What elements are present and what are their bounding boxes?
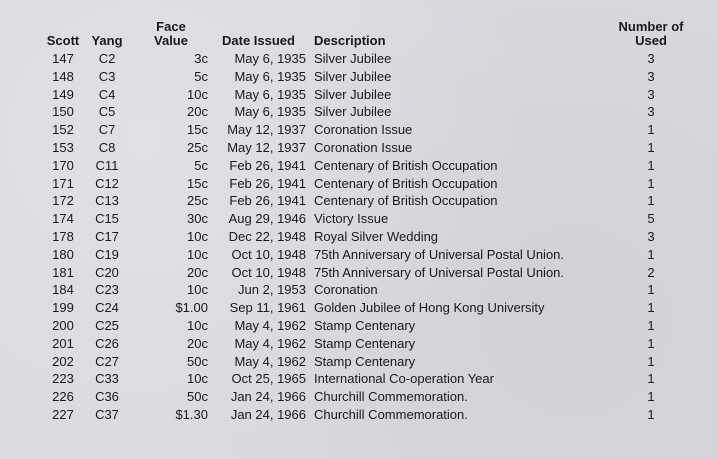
cell-scott: 223 <box>52 371 74 387</box>
cell-face-value: 10c <box>187 246 208 262</box>
table-row <box>40 175 690 193</box>
cell-date-issued: Jan 24, 1966 <box>230 389 306 405</box>
cell-date-issued: Jan 24, 1966 <box>230 406 306 422</box>
table-row <box>40 68 690 86</box>
cell-yang: C20 <box>95 264 119 280</box>
cell-scott: 180 <box>52 246 74 262</box>
cell-description: Silver Jubilee <box>314 51 392 66</box>
cell-yang: C26 <box>95 335 119 351</box>
table-row <box>40 228 690 246</box>
cell-scott: 202 <box>52 353 74 369</box>
cell-scott: 171 <box>52 175 74 191</box>
cell-number-used: 1 <box>647 122 655 138</box>
header-date-label: Date Issued <box>222 33 295 48</box>
cell-yang: C13 <box>95 193 119 209</box>
table-row <box>40 406 690 424</box>
cell-number-used: 1 <box>647 139 655 155</box>
cell-description: Stamp Centenary <box>314 335 416 351</box>
table-row <box>40 281 690 299</box>
cell-date-issued: Feb 26, 1941 <box>229 157 306 173</box>
cell-description: Stamp Centenary <box>314 353 416 369</box>
cell-yang: C24 <box>95 300 119 316</box>
cell-number-used: 1 <box>647 193 655 209</box>
cell-scott: 200 <box>52 317 74 333</box>
cell-scott: 153 <box>52 139 74 155</box>
cell-scott: 226 <box>52 389 74 405</box>
cell-yang: C37 <box>95 406 119 422</box>
cell-face-value: 25c <box>187 193 208 209</box>
cell-date-issued: May 6, 1935 <box>234 51 306 66</box>
cell-description: 75th Anniversary of Universal Postal Union. <box>314 246 565 262</box>
cell-face-value: 10c <box>187 228 208 244</box>
header-used-line2: Used <box>635 33 667 48</box>
table-row <box>40 86 690 104</box>
cell-face-value: 15c <box>187 122 208 138</box>
cell-face-value: 50c <box>187 353 208 369</box>
header-scott <box>40 20 86 50</box>
table-row <box>40 370 690 388</box>
cell-face-value: 15c <box>187 175 208 191</box>
cell-number-used: 1 <box>647 157 655 173</box>
cell-face-value: 20c <box>187 335 208 351</box>
cell-number-used: 1 <box>647 406 655 422</box>
table-header <box>40 20 690 50</box>
cell-face-value: 5c <box>194 157 208 173</box>
cell-face-value: 10c <box>187 86 208 102</box>
cell-yang: C5 <box>98 104 116 120</box>
cell-scott: 147 <box>52 51 74 66</box>
cell-description: Silver Jubilee <box>314 86 392 102</box>
cell-scott: 227 <box>52 406 74 422</box>
cell-scott: 148 <box>52 68 74 84</box>
cell-number-used: 1 <box>647 371 655 387</box>
cell-description: Stamp Centenary <box>314 317 416 333</box>
cell-description: Coronation Issue <box>314 122 413 138</box>
cell-scott: 181 <box>52 264 74 280</box>
cell-number-used: 1 <box>647 282 655 298</box>
header-yang-label: Yang <box>91 33 123 48</box>
header-row <box>40 20 690 50</box>
cell-date-issued: May 4, 1962 <box>234 353 306 369</box>
cell-yang: C2 <box>98 51 116 66</box>
cell-date-issued: May 12, 1937 <box>227 122 306 138</box>
header-number-used <box>612 20 690 50</box>
cell-scott: 172 <box>52 193 74 209</box>
cell-description: Golden Jubilee of Hong Kong University <box>314 300 545 316</box>
table-row <box>40 299 690 317</box>
table-row <box>40 139 690 157</box>
cell-description: Churchill Commemoration. <box>314 389 468 405</box>
table-row <box>40 246 690 264</box>
cell-number-used: 3 <box>647 68 655 84</box>
header-description <box>314 20 612 50</box>
cell-description: Centenary of British Occupation <box>314 157 498 173</box>
cell-number-used: 1 <box>647 353 655 369</box>
cell-date-issued: May 6, 1935 <box>234 86 306 102</box>
cell-description: Royal Silver Wedding <box>314 228 439 244</box>
header-used-line1: Number of <box>618 19 684 34</box>
cell-scott: 199 <box>52 300 74 316</box>
cell-date-issued: May 6, 1935 <box>234 68 306 84</box>
cell-date-issued: May 4, 1962 <box>234 335 306 351</box>
cell-yang: C11 <box>95 157 119 173</box>
cell-scott: 201 <box>52 335 74 351</box>
table-row <box>40 157 690 175</box>
cell-description: Silver Jubilee <box>314 104 392 120</box>
header-face-line1: Face <box>156 19 186 34</box>
cell-number-used: 3 <box>647 228 655 244</box>
cell-description: International Co-operation Year <box>314 371 494 387</box>
cell-yang: C27 <box>95 353 119 369</box>
cell-date-issued: Oct 10, 1948 <box>231 264 306 280</box>
cell-yang: C23 <box>95 282 119 298</box>
cell-yang: C3 <box>98 68 116 84</box>
cell-description: Silver Jubilee <box>314 68 392 84</box>
cell-face-value: 20c <box>187 104 208 120</box>
cell-number-used: 1 <box>647 389 655 405</box>
cell-face-value: 5c <box>194 68 208 84</box>
cell-face-value: 10c <box>187 371 208 387</box>
cell-yang: C7 <box>98 122 116 138</box>
cell-number-used: 1 <box>647 317 655 333</box>
cell-scott: 150 <box>52 104 74 120</box>
cell-date-issued: Feb 26, 1941 <box>229 175 306 191</box>
cell-face-value: 20c <box>187 264 208 280</box>
cell-face-value: 50c <box>187 389 208 405</box>
cell-scott: 184 <box>52 282 74 298</box>
cell-date-issued: Jun 2, 1953 <box>238 282 306 298</box>
cell-face-value: $1.00 <box>175 300 208 316</box>
cell-yang: C33 <box>95 371 119 387</box>
table-row <box>40 353 690 371</box>
cell-date-issued: Sep 11, 1961 <box>229 300 306 316</box>
cell-yang: C36 <box>95 389 119 405</box>
cell-yang: C15 <box>95 211 119 227</box>
cell-number-used: 1 <box>647 175 655 191</box>
cell-date-issued: Aug 29, 1946 <box>228 211 306 227</box>
stamp-table <box>40 20 690 424</box>
table-row <box>40 388 690 406</box>
cell-description: Victory Issue <box>314 211 389 227</box>
cell-scott: 152 <box>52 122 74 138</box>
header-face-value <box>128 20 214 50</box>
cell-number-used: 3 <box>647 51 655 66</box>
table-row <box>40 264 690 282</box>
cell-yang: C4 <box>98 86 116 102</box>
table-row <box>40 210 690 228</box>
cell-yang: C25 <box>95 317 119 333</box>
cell-yang: C17 <box>95 228 119 244</box>
cell-number-used: 1 <box>647 246 655 262</box>
cell-face-value: 10c <box>187 282 208 298</box>
cell-face-value: 10c <box>187 317 208 333</box>
cell-face-value: 3c <box>194 51 208 66</box>
header-face-line2: Value <box>154 33 188 48</box>
cell-description: Coronation <box>314 282 378 298</box>
cell-date-issued: Dec 22, 1948 <box>228 228 306 244</box>
table-row <box>40 121 690 139</box>
cell-scott: 174 <box>52 211 74 227</box>
cell-description: Coronation Issue <box>314 139 413 155</box>
cell-date-issued: Oct 25, 1965 <box>231 371 306 387</box>
cell-face-value: $1.30 <box>175 406 208 422</box>
header-yang <box>86 20 128 50</box>
cell-description: Centenary of British Occupation <box>314 193 498 209</box>
cell-scott: 149 <box>52 86 74 102</box>
cell-scott: 170 <box>52 157 74 173</box>
header-date-issued <box>214 20 314 50</box>
cell-date-issued: Oct 10, 1948 <box>231 246 306 262</box>
table-row <box>40 192 690 210</box>
cell-description: 75th Anniversary of Universal Postal Union. <box>314 264 565 280</box>
cell-number-used: 1 <box>647 335 655 351</box>
cell-date-issued: Feb 26, 1941 <box>229 193 306 209</box>
cell-face-value: 30c <box>187 211 208 227</box>
table-row <box>40 50 690 68</box>
cell-number-used: 2 <box>647 264 655 280</box>
header-description-label: Description <box>314 33 386 48</box>
cell-yang: C19 <box>95 246 119 262</box>
cell-yang: C12 <box>95 175 119 191</box>
cell-number-used: 1 <box>647 300 655 316</box>
cell-number-used: 3 <box>647 86 655 102</box>
table-body <box>40 50 690 424</box>
cell-date-issued: May 6, 1935 <box>234 104 306 120</box>
cell-scott: 178 <box>52 228 74 244</box>
cell-yang: C8 <box>98 139 116 155</box>
cell-face-value: 25c <box>187 139 208 155</box>
table-row <box>40 103 690 121</box>
table-row <box>40 317 690 335</box>
cell-number-used: 3 <box>647 104 655 120</box>
header-scott-label: Scott <box>46 33 80 48</box>
table-row <box>40 335 690 353</box>
cell-number-used: 5 <box>647 211 655 227</box>
cell-date-issued: May 12, 1937 <box>227 139 306 155</box>
cell-description: Churchill Commemoration. <box>314 406 468 422</box>
cell-date-issued: May 4, 1962 <box>234 317 306 333</box>
cell-description: Centenary of British Occupation <box>314 175 498 191</box>
